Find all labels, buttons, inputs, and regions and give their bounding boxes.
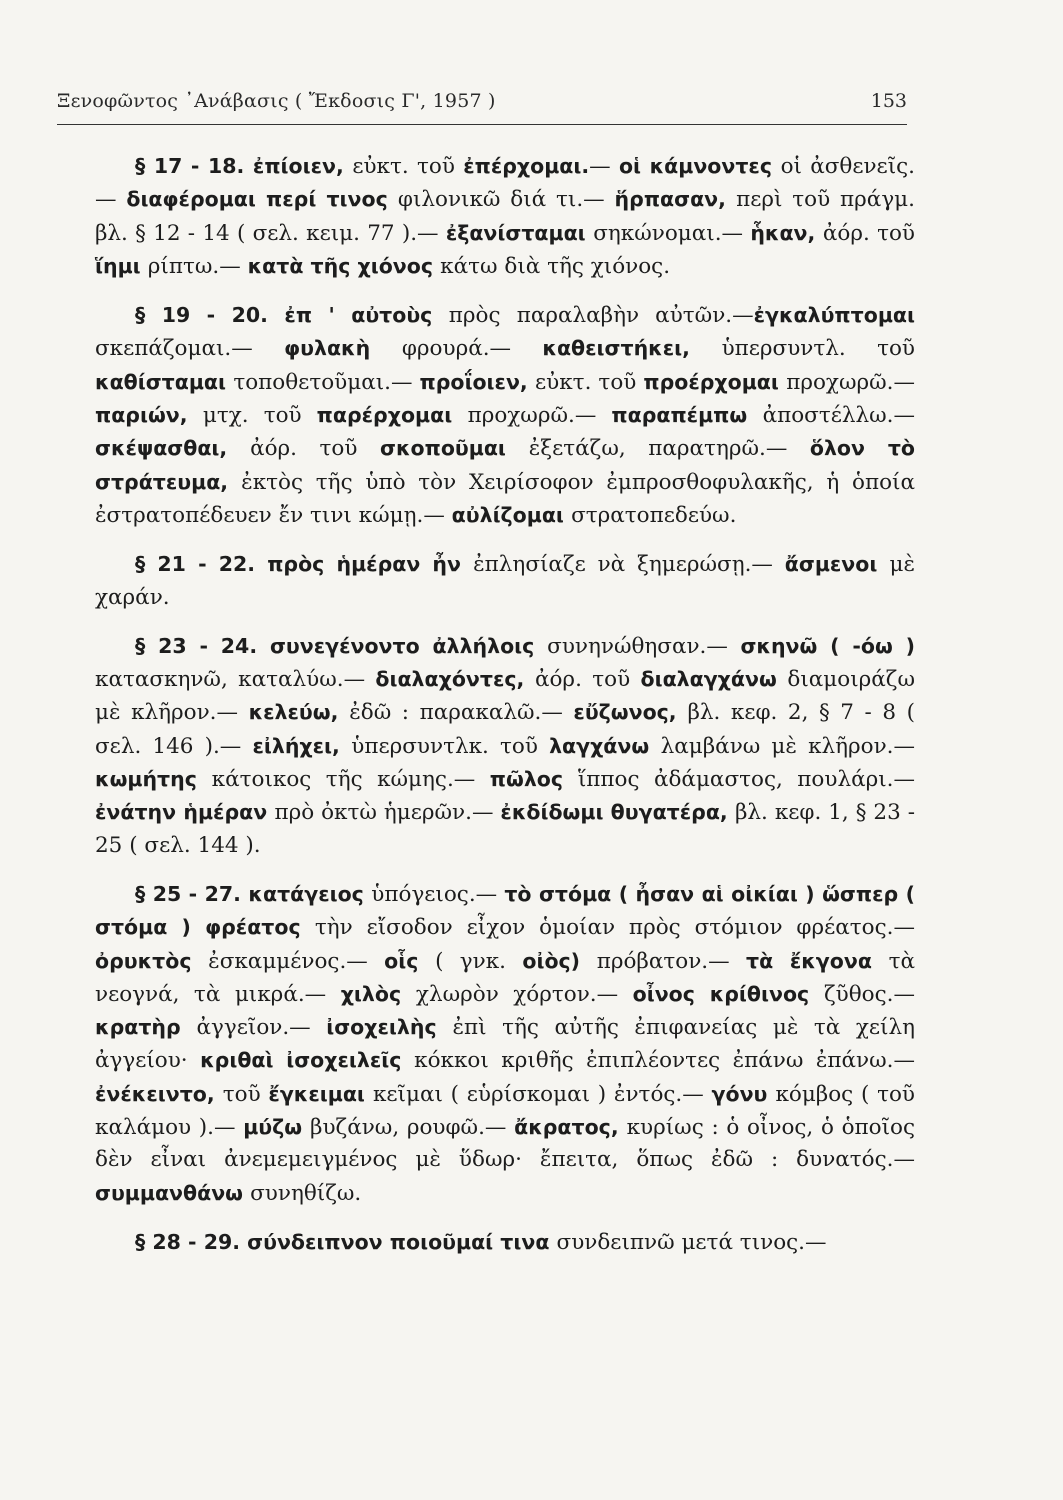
gloss-text: φιλονικῶ διά τι.—: [397, 187, 615, 213]
headword: ἄσμενοι: [784, 552, 890, 577]
gloss-text: ἐξετάζω, παρατηρῶ.—: [528, 436, 810, 462]
headword: πρὸς ἡμέραν ἦν: [267, 552, 474, 577]
headword: διαλαχόντες,: [375, 667, 535, 692]
headword: χιλὸς: [340, 981, 416, 1006]
gloss-text: βυζάνω, ρουφῶ.—: [310, 1115, 515, 1141]
headword: ἧκαν,: [750, 220, 823, 245]
gloss-text: κόμβος ( τοῦ καλάμου ).—: [95, 1081, 916, 1141]
headword: λαγχάνω: [549, 733, 661, 758]
gloss-text: προχωρῶ.—: [786, 369, 915, 395]
headword: ἐπ ' αὐτοὺς: [284, 303, 449, 328]
headword: κατάγειος: [248, 881, 372, 906]
paragraph-21-22: [95, 548, 915, 614]
headword: § 21 - 22.: [135, 552, 268, 577]
gloss-text: κεῖμαι ( εὑρίσκομαι ) ἐντός.—: [372, 1081, 712, 1107]
headword: ἰσοχειλὴς: [326, 1015, 453, 1040]
headword: ἐπέρχομαι.: [463, 154, 590, 178]
gloss-text: τὰ νεογνά, τὰ μικρά.—: [95, 948, 915, 1007]
gloss-text: τοποθετοῦμαι.—: [233, 369, 420, 395]
headword: ἐνέκειντο,: [95, 1081, 223, 1106]
headword: φυλακὴ: [284, 336, 402, 361]
headword: § 23 - 24.: [135, 633, 270, 658]
gloss-text: μτχ. τοῦ: [202, 403, 317, 429]
headword: εὔζωνος,: [573, 700, 688, 725]
gloss-text: κόκκοι κριθῆς ἐπιπλέοντες ἐπάνω ἐπάνω.—: [414, 1048, 915, 1074]
headword: τὰ ἔκγονα: [746, 948, 889, 973]
paragraph-19-20: [95, 299, 915, 532]
headword: παρέρχομαι: [316, 403, 468, 428]
gloss-text: τὴν εἴσοδον εἶχον ὁμοίαν πρὸς στόμιον φρέατος.—: [314, 915, 915, 941]
gloss-text: ὑπόγειος.—: [371, 881, 505, 907]
headword: ἄκρατος,: [514, 1115, 627, 1140]
gloss-text: πρόβατον.—: [596, 948, 746, 974]
headword: συνεγένοντο ἀλλήλοις: [269, 633, 548, 658]
headword: διαλαγχάνω: [640, 667, 788, 692]
gloss-text: ζῦθος.—: [824, 981, 915, 1007]
headword: καθίσταμαι: [95, 369, 234, 394]
headword: σκηνῶ ( -όω ): [740, 633, 915, 658]
headword: κελεύω,: [248, 700, 350, 725]
headword: μύζω: [243, 1115, 311, 1140]
headword: συμμανθάνω: [95, 1180, 251, 1205]
gloss-text: τοῦ: [222, 1081, 269, 1107]
gloss-text: ἀόρ. τοῦ: [534, 667, 641, 693]
headword: οἰὸς): [522, 948, 597, 973]
paragraph-25-27: [95, 878, 915, 1210]
headword: ἐπίοιεν,: [252, 154, 353, 178]
headword: § 28 - 29.: [135, 1229, 248, 1254]
headword: αὐλίζομαι: [451, 502, 572, 527]
headword: ὀρυκτὸς: [95, 948, 209, 973]
gloss-text: βλ. κεφ. 1, § 23 - 25 ( σελ. 144 ).: [95, 800, 915, 858]
headword: σκέψασθαι,: [95, 436, 251, 461]
gloss-text: ἀόρ. τοῦ: [822, 220, 915, 246]
gloss-text: στρατοπεδεύω.: [571, 502, 737, 528]
headword: πῶλος: [489, 767, 578, 792]
gloss-text: ἐπὶ τῆς αὐτῆς ἐπιφανείας μὲ τὰ χείλη ἀγγείου·: [95, 1015, 915, 1074]
commentary-body: [95, 150, 915, 1275]
gloss-text: συνηθίζω.: [250, 1180, 362, 1206]
paragraph-17-18: [95, 150, 915, 283]
headword: § 19 - 20.: [135, 303, 285, 328]
headword: διαφέρομαι περί τινος: [126, 187, 398, 212]
page-header: [57, 78, 907, 118]
gloss-text: διαμοιράζω μὲ κλῆρον.—: [95, 667, 915, 726]
headword: ἔγκειμαι: [268, 1081, 373, 1106]
headword: εἰλήχει,: [252, 733, 352, 758]
gloss-text: βλ. κεφ. 2, § 7 - 8 ( σελ. 146 ).—: [95, 700, 915, 759]
headword: παραπέμπω: [611, 403, 763, 428]
headword: σκοποῦμαι: [379, 436, 529, 461]
gloss-text: εὐκτ. τοῦ: [352, 154, 464, 179]
page-number: 153: [870, 90, 907, 112]
headword: § 17 - 18.: [135, 154, 253, 178]
gloss-text: ἵππος ἀδάμαστος, πουλάρι.—: [577, 767, 915, 793]
header-rule: [57, 124, 907, 125]
headword: § 25 - 27.: [135, 881, 249, 906]
headword: ὅλον τὸ στράτευμα,: [95, 436, 915, 494]
gloss-text: προχωρῶ.—: [467, 403, 612, 429]
headword: κριθαὶ ἰσοχειλεῖς: [200, 1048, 415, 1073]
gloss-text: φρουρά.—: [401, 336, 543, 362]
headword: σύνδειπνον ποιοῦμαί τινα: [247, 1229, 557, 1254]
gloss-text: συνηνώθησαν.—: [547, 633, 741, 659]
gloss-text: πρὸ ὀκτὼ ἡμερῶν.—: [274, 800, 501, 826]
gloss-text: χλωρὸν χόρτον.—: [415, 981, 633, 1007]
gloss-text: κυρίως : ὁ οἶνος, ὁ ὁποῖος δὲν εἶναι ἀνεμεμειγμένος μὲ ὕδωρ· ἔπειτα, ὅπως ἐδῶ : δυνατός.—: [95, 1115, 916, 1173]
gloss-text: λαμβάνω μὲ κλῆρον.—: [660, 733, 916, 759]
gloss-text: ἐσκαμμένος.—: [208, 948, 385, 974]
paragraph-23-24: [95, 630, 915, 862]
headword: παριών,: [95, 403, 203, 428]
gloss-text: κάτοικος τῆς κώμης.—: [211, 767, 490, 793]
headword: κωμήτης: [95, 767, 212, 792]
gloss-text: ὑπερσυντλ. τοῦ: [721, 336, 915, 362]
headword: οἶνος κρίθινος: [632, 981, 824, 1006]
gloss-text: ἀγγεῖον.—: [196, 1015, 327, 1041]
headword: προΐοιεν,: [419, 369, 536, 394]
headword: ἐξανίσταμαι: [445, 220, 594, 245]
gloss-text: ( γνκ.: [435, 948, 523, 974]
gloss-text: συνδειπνῶ μετά τινος.—: [556, 1229, 827, 1255]
gloss-text: ἐκτὸς τῆς ὑπὸ τὸν Χειρίσοφον ἐμπροσθοφυλακῆς, ἡ ὁποία ἐστρατοπέδευεν ἔν τινι κώμῃ.—: [95, 469, 915, 528]
gloss-text: οἱ ἀσθενεῖς.—: [95, 154, 916, 213]
headword: οἱ κάμνοντες: [618, 154, 781, 178]
running-title: Ξενοφῶντος ᾽Ανάβασις ( Ἔκδοσις Γ', 1957 ): [57, 90, 496, 112]
headword: προέρχομαι: [643, 369, 787, 394]
paragraph-28-29: [95, 1226, 915, 1259]
gloss-text: ὑπερσυντλκ. τοῦ: [351, 733, 550, 759]
gloss-text: εὐκτ. τοῦ: [535, 369, 644, 395]
headword: κατὰ τῆς χιόνος: [247, 253, 441, 278]
headword: ἥρπασαν,: [614, 187, 737, 212]
gloss-text: —: [589, 154, 619, 179]
gloss-text: πρὸς παραλαβὴν αὐτῶν.—: [448, 303, 754, 329]
gloss-text: ἐπλησίαζε νὰ ξημερώσῃ.—: [473, 552, 785, 578]
headword: ἵημι: [95, 253, 148, 278]
headword: καθειστήκει,: [542, 336, 722, 361]
headword: κρατὴρ: [95, 1015, 197, 1040]
gloss-text: σηκώνομαι.—: [593, 220, 751, 246]
gloss-text: μὲ χαράν.: [95, 552, 916, 610]
gloss-text: ἀποστέλλω.—: [762, 403, 915, 429]
headword: ἐκδίδωμι θυγατέρα,: [500, 800, 735, 825]
headword: ἐγκαλύπτομαι: [753, 303, 915, 328]
headword: τὸ στόμα ( ἦσαν αἱ οἰκίαι ) ὥσπερ ( στόμα ) φρέατος: [95, 881, 915, 940]
gloss-text: κατασκηνῶ, καταλύω.—: [95, 667, 376, 693]
gloss-text: ρίπτω.—: [147, 253, 248, 279]
gloss-text: ἐδῶ : παρακαλῶ.—: [349, 700, 574, 726]
headword: οἷς: [384, 948, 436, 973]
headword: γόνυ: [711, 1081, 776, 1106]
gloss-text: περὶ τοῦ πράγμ. βλ. § 12 - 14 ( σελ. κειμ. 77 ).—: [95, 187, 915, 246]
gloss-text: ἀόρ. τοῦ: [250, 436, 380, 462]
gloss-text: κάτω διὰ τῆς χιόνος.: [440, 253, 671, 279]
gloss-text: σκεπάζομαι.—: [95, 336, 285, 362]
headword: ἐνάτην ἡμέραν: [95, 800, 275, 825]
